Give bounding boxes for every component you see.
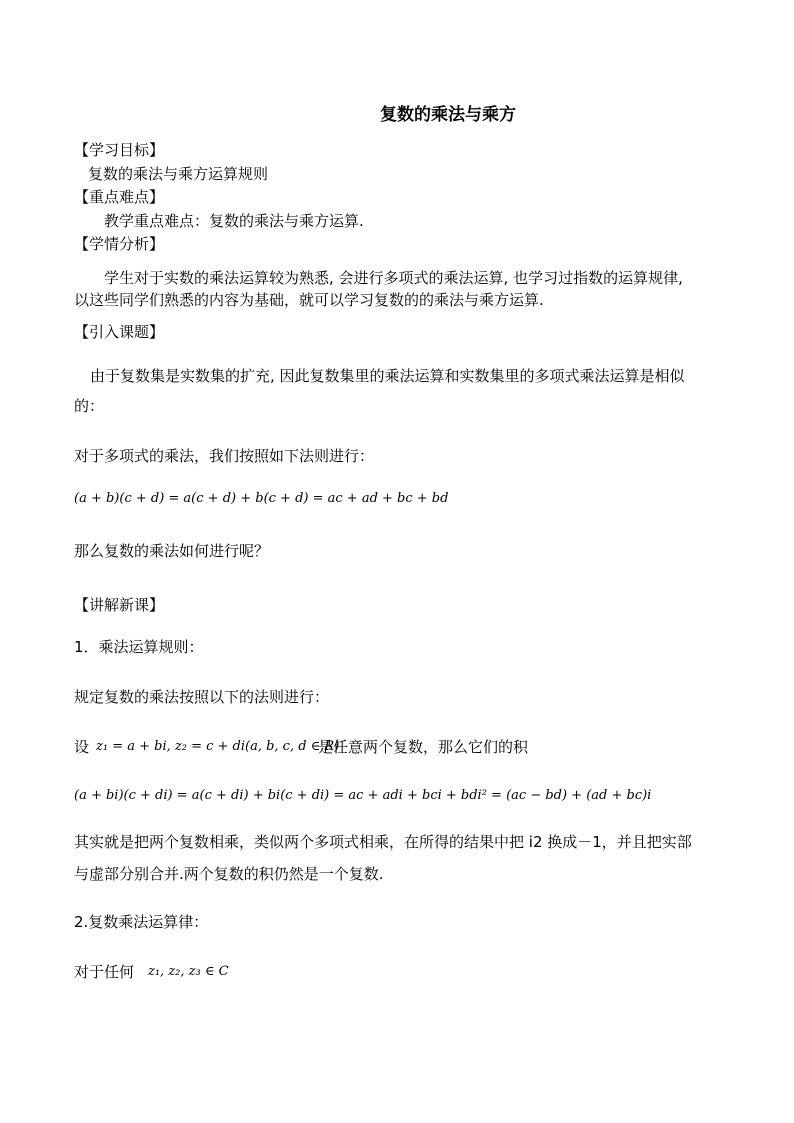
key-points-text: 教学重点难点：复数的乘法与乘方运算. [104,212,364,230]
intro-line2: 的： [74,397,105,415]
goals-heading: 【学习目标】 [74,141,165,159]
product-formula: (a + bi)(c + di) = a(c + di) + bi(c + di) = ac + adi + bci + bdi² = (ac − bd) + (ad + bc)i [74,788,652,803]
explain-line1: 其实就是把两个复数相乘，类似两个多项式相乘，在所得的结果中把 i2 换成－1，并且把实部 [74,833,692,851]
analysis-heading: 【学情分析】 [74,235,165,253]
intro-line1: 由于复数集是实数集的扩充, 因此复数集里的乘法运算和实数集里的多项式乘法运算是相似 [90,367,685,385]
poly-formula: (a + b)(c + d) = a(c + d) + b(c + d) = ac + ad + bc + bd [74,491,449,506]
page-title: 复数的乘法与乘方 [380,105,516,125]
poly-rule-text: 对于多项式的乘法，我们按照如下法则进行： [74,447,375,465]
question-text: 那么复数的乘法如何进行呢？ [74,542,270,560]
goals-text: 复数的乘法与乘方运算规则 [88,165,269,183]
intro-heading: 【引入课题】 [74,323,165,341]
item1-heading: 1．乘法运算规则： [74,638,204,656]
new-lesson-heading: 【讲解新课】 [74,596,165,614]
let-suffix: 是任意两个复数，那么它们的积 [318,738,529,756]
any-prefix: 对于任何 [74,963,135,981]
let-prefix: 设 [74,738,90,756]
analysis-line2: 以这些同学们熟悉的内容为基础，就可以学习复数的的乘法与乘方运算. [74,291,544,309]
any-formula: z₁, z₂, z₃ ∈ C [148,964,229,979]
analysis-line1: 学生对于实数的乘法运算较为熟悉, 会进行多项式的乘法运算, 也学习过指数的运算规律, [104,269,683,287]
explain-line2: 与虚部分别合并.两个复数的积仍然是一个复数. [74,865,384,883]
let-formula: z₁ = a + bi, z₂ = c + di(a, b, c, d ∈ R) [96,739,340,754]
item2-heading: 2.复数乘法运算律： [74,913,209,931]
rule-text: 规定复数的乘法按照以下的法则进行： [74,688,330,706]
key-points-heading: 【重点难点】 [74,188,165,206]
